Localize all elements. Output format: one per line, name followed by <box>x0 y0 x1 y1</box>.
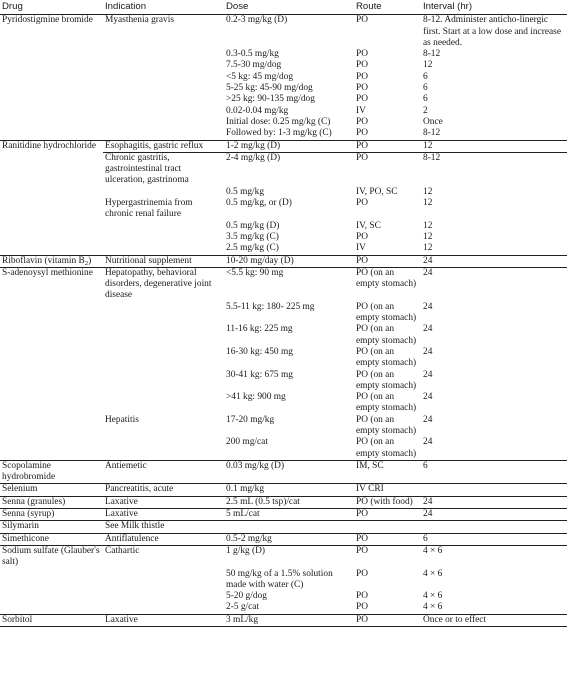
drug-cell: Senna (granules) <box>0 496 103 508</box>
drug-cell <box>0 243 103 255</box>
dose-cell: 5 mL/cat <box>224 509 354 521</box>
indication-cell <box>103 83 224 94</box>
drug-cell <box>0 83 103 94</box>
route-cell: PO <box>356 94 368 105</box>
indication-cell <box>103 591 224 602</box>
drug-cell <box>0 128 103 140</box>
interval-cell: 24 <box>421 267 567 301</box>
dose-cell: 0.03 mg/kg (D) <box>224 460 354 484</box>
route-cell: PO (on an empty stomach) <box>356 437 417 459</box>
table-row <box>0 347 567 370</box>
drug-cell <box>0 324 103 347</box>
indication-cell <box>103 60 224 71</box>
interval-cell: 12 <box>423 243 433 254</box>
interval-cell <box>421 521 567 533</box>
route-cell: PO <box>356 60 368 71</box>
table-row <box>0 187 567 198</box>
dose-cell: 0.1 mg/kg <box>224 484 354 496</box>
interval-cell: 24 <box>421 509 567 521</box>
table-row <box>0 302 567 325</box>
route-cell: PO <box>356 83 368 94</box>
interval-cell: 12 <box>423 231 433 242</box>
table-row <box>0 415 567 438</box>
indication-cell <box>103 94 224 105</box>
drug-cell <box>0 437 103 460</box>
drug-name-tail: ) <box>88 255 92 266</box>
table-row <box>0 198 567 221</box>
indication-cell <box>103 437 224 460</box>
indication-cell <box>103 602 224 614</box>
indication-cell: Hepatitis <box>105 414 139 425</box>
route-cell: PO <box>354 140 421 152</box>
route-cell: PO <box>354 15 421 49</box>
dose-cell <box>224 521 354 533</box>
route-cell: PO <box>356 602 368 613</box>
interval-cell <box>421 484 567 496</box>
dose-cell: >41 kg: 900 mg <box>226 392 286 403</box>
dose-cell: 0.3-0.5 mg/kg <box>226 49 279 60</box>
dose-cell: 2-5 g/cat <box>226 602 260 613</box>
drug-cell <box>0 106 103 117</box>
interval-cell: 8-12 <box>423 49 441 60</box>
interval-cell: 4 × 6 <box>423 568 443 579</box>
table-row <box>0 460 567 484</box>
table-row <box>0 15 567 49</box>
table-row <box>0 370 567 393</box>
interval-cell: 24 <box>421 255 567 267</box>
indication-cell <box>103 221 224 232</box>
drug-cell <box>0 198 103 221</box>
header-row <box>0 0 567 15</box>
indication-cell <box>103 392 224 415</box>
indication-cell: Esophagitis, gastric reflux <box>103 140 224 152</box>
route-cell: PO (on an empty stomach) <box>356 392 417 414</box>
table-row <box>0 392 567 415</box>
interval-cell: 8-12 <box>421 152 567 186</box>
dose-cell: 16-30 kg: 450 mg <box>226 346 293 357</box>
indication-cell: Laxative <box>103 496 224 508</box>
route-cell: PO <box>356 198 368 209</box>
indication-cell <box>103 128 224 140</box>
indication-cell: Chronic gastritis, gastrointestinal tract ulceration, gastrinoma <box>103 152 224 186</box>
indication-cell <box>103 49 224 60</box>
interval-cell: 24 <box>423 414 433 425</box>
indication-cell: Hypergastrinemia from chronic renal failure <box>105 198 193 220</box>
interval-cell: 6 <box>423 83 428 94</box>
table-row <box>0 437 567 460</box>
indication-cell: Nutritional supplement <box>103 255 224 267</box>
dose-cell: Followed by: 1-3 mg/kg (C) <box>226 128 332 139</box>
route-cell: PO <box>354 533 421 545</box>
table-row <box>0 496 567 508</box>
route-cell: PO <box>354 152 421 186</box>
dose-cell: 2.5 mL (0.5 tsp)/cat <box>224 496 354 508</box>
indication-cell <box>103 324 224 347</box>
dose-cell: 5-20 g/dog <box>226 591 267 602</box>
table-row <box>0 117 567 128</box>
interval-cell: 24 <box>423 324 433 335</box>
dose-cell: 17-20 mg/kg <box>226 414 275 425</box>
drug-cell <box>0 569 103 592</box>
dose-cell: 5.5-11 kg: 180- 225 mg <box>226 301 315 312</box>
interval-cell: 24 <box>423 437 433 448</box>
table-row <box>0 72 567 83</box>
interval-cell: 6 <box>423 94 428 105</box>
route-cell: PO <box>354 614 421 626</box>
interval-cell: 12 <box>423 186 433 197</box>
drug-cell: Silymarin <box>0 521 103 533</box>
drug-cell <box>0 117 103 128</box>
interval-cell: 8-12. Administer anticho-linergic first. Start at a low dose and increase as needed. <box>421 15 567 49</box>
interval-cell: 4 × 6 <box>423 602 443 613</box>
table-row <box>0 484 567 496</box>
drug-cell: Selenium <box>0 484 103 496</box>
drug-cell <box>0 370 103 393</box>
drug-cell: Sorbitol <box>0 614 103 626</box>
table-row <box>0 221 567 232</box>
route-cell: PO <box>354 545 421 568</box>
dose-cell: 30-41 kg: 675 mg <box>226 369 293 380</box>
drug-name: Riboflavin (vitamin B <box>2 255 85 266</box>
drug-cell <box>0 392 103 415</box>
route-cell: PO <box>356 116 368 127</box>
table-row <box>0 255 567 267</box>
drug-cell <box>0 255 103 267</box>
interval-cell: 8-12 <box>423 128 441 139</box>
dose-cell: 0.5 mg/kg <box>226 186 265 197</box>
route-cell: IV <box>356 105 366 116</box>
drug-cell <box>0 602 103 614</box>
table-row <box>0 152 567 186</box>
table-row <box>0 591 567 602</box>
drug-cell <box>0 152 103 186</box>
indication-cell <box>103 106 224 117</box>
table-row <box>0 60 567 71</box>
interval-cell: 24 <box>423 392 433 403</box>
indication-cell: Pancreatitis, acute <box>103 484 224 496</box>
table-row <box>0 545 567 568</box>
dose-cell: <5.5 kg: 90 mg <box>224 267 354 301</box>
indication-cell <box>103 117 224 128</box>
indication-cell <box>103 569 224 592</box>
route-cell: PO (on an empty stomach) <box>356 324 417 346</box>
indication-cell: See Milk thistle <box>103 521 224 533</box>
table-row <box>0 140 567 152</box>
route-cell: PO <box>356 49 368 60</box>
route-cell: IV, PO, SC <box>356 186 398 197</box>
indication-cell <box>103 370 224 393</box>
table-row <box>0 49 567 60</box>
route-cell: PO <box>354 509 421 521</box>
indication-cell: Antiflatulence <box>103 533 224 545</box>
interval-cell: 6 <box>421 460 567 484</box>
indication-cell <box>103 347 224 370</box>
indication-cell: Cathartic <box>103 545 224 568</box>
interval-cell: 4 × 6 <box>423 591 443 602</box>
table-row <box>0 521 567 533</box>
dose-cell: 3 mL/kg <box>224 614 354 626</box>
dose-cell: 0.2-3 mg/kg (D) <box>224 15 354 49</box>
indication-cell <box>103 72 224 83</box>
dose-cell: 200 mg/cat <box>226 437 268 448</box>
drug-cell <box>0 72 103 83</box>
dose-cell: 1 g/kg (D) <box>224 545 354 568</box>
indication-cell: Laxative <box>103 509 224 521</box>
route-cell: PO (on an empty stomach) <box>356 414 417 436</box>
drug-cell <box>0 60 103 71</box>
header-interval: Interval (hr) <box>421 0 567 15</box>
table-row <box>0 602 567 614</box>
dose-cell: 2-4 mg/kg (D) <box>224 152 354 186</box>
dose-cell: 0.5 mg/kg (D) <box>226 220 280 231</box>
dose-cell: 10-20 mg/day (D) <box>224 255 354 267</box>
drug-cell <box>0 591 103 602</box>
interval-cell: 2 <box>423 105 428 116</box>
drug-cell <box>0 302 103 325</box>
drug-cell: Scopolamine hydrobromide <box>0 460 103 484</box>
table-row <box>0 83 567 94</box>
route-cell: PO (with food) <box>354 496 421 508</box>
table-row <box>0 569 567 592</box>
drug-cell: Senna (syrup) <box>0 509 103 521</box>
interval-cell: 24 <box>423 346 433 357</box>
dose-cell: >25 kg: 90-135 mg/dog <box>226 94 315 105</box>
table-row <box>0 509 567 521</box>
indication-cell: Laxative <box>103 614 224 626</box>
drug-cell <box>0 94 103 105</box>
indication-cell <box>103 302 224 325</box>
route-cell: IM, SC <box>354 460 421 484</box>
interval-cell: 24 <box>423 301 433 312</box>
drug-cell <box>0 187 103 198</box>
indication-cell <box>103 187 224 198</box>
table-body <box>0 15 567 627</box>
dose-cell: 0.5 mg/kg, or (D) <box>226 198 292 209</box>
route-cell: PO <box>356 568 368 579</box>
interval-cell: Once <box>423 116 443 127</box>
dose-cell: 7.5-30 mg/dog <box>226 60 282 71</box>
dose-cell: 0.5-2 mg/kg <box>224 533 354 545</box>
interval-cell: 6 <box>421 533 567 545</box>
header-dose: Dose <box>224 0 354 15</box>
drug-cell: Pyridostigmine bromide <box>0 15 103 49</box>
route-cell: PO (on an empty stomach) <box>356 301 417 324</box>
dose-cell: 3.5 mg/kg (C) <box>226 231 279 242</box>
route-cell: PO <box>356 128 368 139</box>
dose-cell: 50 mg/kg of a 1.5% solution made with water (C) <box>226 568 333 590</box>
dose-cell: 1-2 mg/kg (D) <box>224 140 354 152</box>
indication-cell <box>103 243 224 255</box>
header-route: Route <box>354 0 421 15</box>
route-cell: IV <box>356 243 366 254</box>
drug-cell: Simethicone <box>0 533 103 545</box>
table-row <box>0 324 567 347</box>
table-row <box>0 614 567 626</box>
drug-cell: Sodium sulfate (Glauber's salt) <box>0 545 103 568</box>
dose-cell: 5-25 kg: 45-90 mg/dog <box>226 83 313 94</box>
dose-cell: 0.02-0.04 mg/kg <box>226 105 289 116</box>
indication-cell <box>103 232 224 243</box>
table-row <box>0 243 567 255</box>
drug-cell <box>0 49 103 60</box>
drug-cell: Ranitidine hydrochloride <box>0 140 103 152</box>
drug-name-subscript: 2 <box>84 259 89 267</box>
interval-cell: 12 <box>421 140 567 152</box>
header-indication: Indication <box>103 0 224 15</box>
route-cell: IV, SC <box>356 220 381 231</box>
dose-cell: <5 kg: 45 mg/dog <box>226 71 294 82</box>
table-row <box>0 267 567 301</box>
header-drug: Drug <box>0 0 103 15</box>
route-cell: PO (on an empty stomach) <box>356 369 417 391</box>
interval-cell: Once or to effect <box>421 614 567 626</box>
drug-cell: S-adenoysyl methionine <box>0 267 103 301</box>
interval-cell: 12 <box>423 60 433 71</box>
route-cell: PO <box>356 231 368 242</box>
drug-cell <box>0 232 103 243</box>
dose-cell: 2.5 mg/kg (C) <box>226 243 279 254</box>
route-cell: PO (on an empty stomach) <box>356 346 417 369</box>
route-cell: PO <box>354 255 421 267</box>
indication-cell: Hepatopathy, behavioral disorders, degenerative joint disease <box>103 267 224 301</box>
interval-cell: 24 <box>421 496 567 508</box>
drug-cell <box>0 221 103 232</box>
dose-cell: 11-16 kg: 225 mg <box>226 324 293 335</box>
table-header <box>0 0 567 15</box>
interval-cell: 12 <box>423 220 433 231</box>
indication-cell: Antiemetic <box>103 460 224 484</box>
route-cell: IV CRI <box>354 484 421 496</box>
indication-cell: Myasthenia gravis <box>103 15 224 49</box>
route-cell: PO <box>356 71 368 82</box>
table-row <box>0 94 567 105</box>
dose-cell: Initial dose: 0.25 mg/kg (C) <box>226 116 331 127</box>
interval-cell: 6 <box>423 71 428 82</box>
table-row <box>0 232 567 243</box>
route-cell <box>354 521 421 533</box>
interval-cell: 12 <box>423 198 433 209</box>
route-cell: PO (on an empty stomach) <box>354 267 421 301</box>
route-cell: PO <box>356 591 368 602</box>
table-row <box>0 106 567 117</box>
table-row <box>0 533 567 545</box>
table-row <box>0 128 567 140</box>
drug-cell <box>0 347 103 370</box>
interval-cell: 24 <box>423 369 433 380</box>
interval-cell: 4 × 6 <box>421 545 567 568</box>
drug-cell <box>0 415 103 438</box>
